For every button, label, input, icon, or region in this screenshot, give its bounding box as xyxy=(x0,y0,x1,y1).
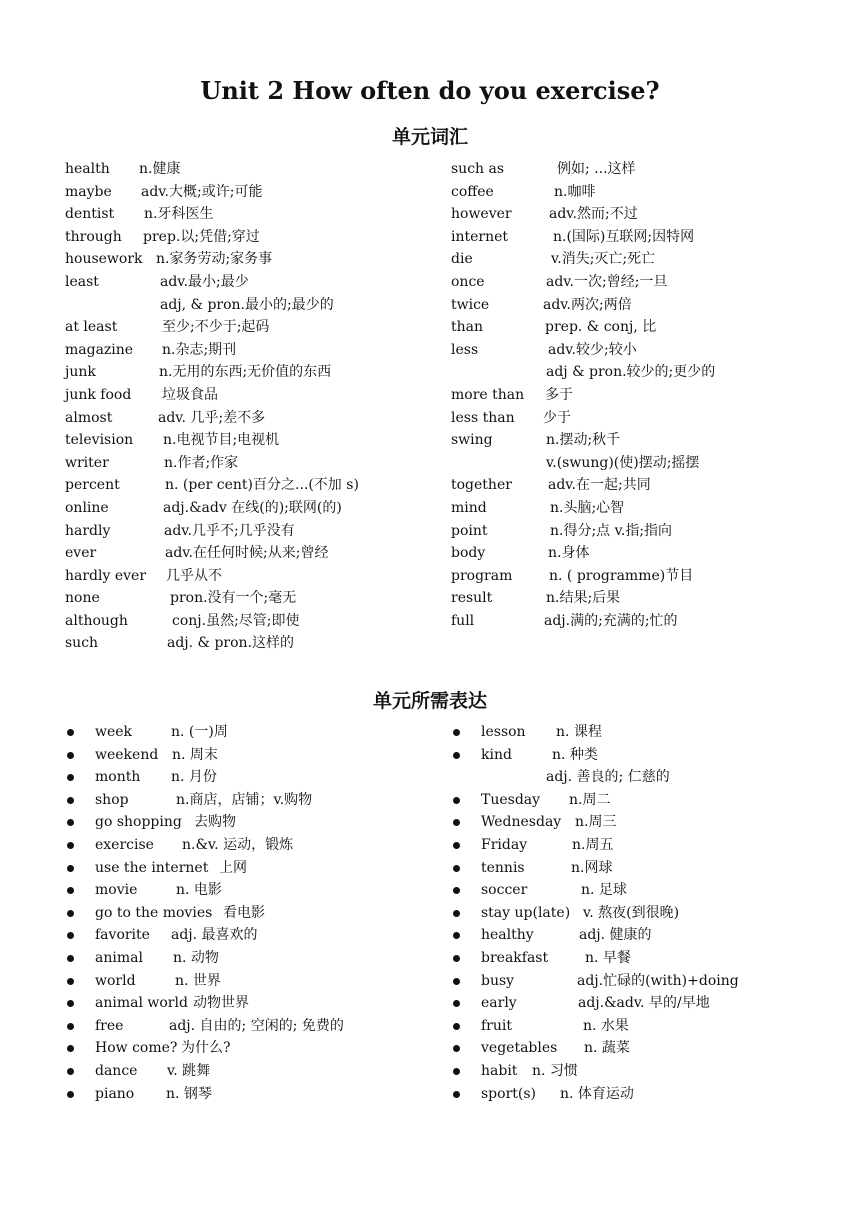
bullet-dot-icon xyxy=(67,887,74,894)
vocab-left-column xyxy=(65,158,445,655)
bullet-dot-icon xyxy=(453,1023,460,1030)
vocab-row: hardly adv.几乎不;几乎没有 xyxy=(65,522,295,539)
vocab-row: less than 少于 xyxy=(451,409,571,426)
bullet-dot-icon xyxy=(453,1091,460,1098)
vocab-row: adj, & pron.最小的;最少的 xyxy=(160,296,334,313)
bullet-dot-icon xyxy=(453,865,460,872)
list-item: go shopping 去购物 xyxy=(65,811,445,834)
vocab-row: v.(swung)(使)摆动;摇摆 xyxy=(546,454,700,471)
bullet-dot-icon xyxy=(67,932,74,939)
vocab-row: less adv.较少;较小 xyxy=(451,341,637,358)
list-item: dance v. 跳舞 xyxy=(65,1060,445,1083)
vocab-row: swing n.摆动;秋千 xyxy=(451,432,621,449)
list-item: animal n. 动物 xyxy=(65,947,445,970)
vocab-right-column xyxy=(451,158,831,632)
vocab-row: result n.结果;后果 xyxy=(451,590,621,607)
bullet-dot-icon xyxy=(67,774,74,781)
list-item: kind n. 种类 xyxy=(451,744,831,767)
bullet-dot-icon xyxy=(453,1068,460,1075)
list-item: movie n. 电影 xyxy=(65,879,445,902)
vocab-row: such as 例如; ...这样 xyxy=(451,161,636,177)
vocab-row: internet n.(国际)互联网;因特网 xyxy=(451,228,695,245)
expressions-left-column xyxy=(65,721,445,1105)
vocab-row: however adv.然而;不过 xyxy=(451,206,638,223)
bullet-dot-icon xyxy=(67,1068,74,1075)
vocab-row: than prep. & conj, 比 xyxy=(451,319,657,336)
list-item: use the internet 上网 xyxy=(65,857,445,880)
vocab-row: dentist n.牙科医生 xyxy=(65,206,214,223)
bullet-dot-icon xyxy=(67,865,74,872)
vocab-row: point n.得分;点 v.指;指向 xyxy=(451,522,673,539)
list-item: vegetables n. 蔬菜 xyxy=(451,1037,831,1060)
vocab-row: twice adv.两次;两倍 xyxy=(451,296,632,313)
list-item: lesson n. 课程 xyxy=(451,721,831,744)
bullet-dot-icon xyxy=(453,978,460,985)
bullet-dot-icon xyxy=(67,910,74,917)
bullet-dot-icon xyxy=(67,1045,74,1052)
vocab-row: full adj.满的;充满的;忙的 xyxy=(451,612,678,629)
list-item: Friday n.周五 xyxy=(451,834,831,857)
bullet-dot-icon xyxy=(67,842,74,849)
list-item: healthy adj. 健康的 xyxy=(451,924,831,947)
bullet-dot-icon xyxy=(67,819,74,826)
bullet-dot-icon xyxy=(67,729,74,736)
bullet-dot-icon xyxy=(67,1091,74,1098)
bullet-dot-icon xyxy=(453,1045,460,1052)
bullet-dot-icon xyxy=(67,1000,74,1007)
vocab-row: hardly ever 几乎从不 xyxy=(65,567,222,584)
vocab-row: more than 多于 xyxy=(451,386,573,403)
vocab-row: coffee n.咖啡 xyxy=(451,183,596,200)
vocab-row: least adv.最小;最少 xyxy=(65,273,249,290)
vocab-row: junk n.无用的东西;无价值的东西 xyxy=(65,364,332,381)
list-item: early adj.&adv. 早的/早地 xyxy=(451,992,831,1015)
bullet-dot-icon xyxy=(453,729,460,736)
bullet-dot-icon xyxy=(453,842,460,849)
vocab-row: writer n.作者;作家 xyxy=(65,454,239,471)
list-item: month n. 月份 xyxy=(65,766,445,789)
list-item: favorite adj. 最喜欢的 xyxy=(65,924,445,947)
vocab-row: through prep.以;凭借;穿过 xyxy=(65,228,260,245)
list-item: soccer n. 足球 xyxy=(451,879,831,902)
bullet-dot-icon xyxy=(453,955,460,962)
page-title: Unit 2 How often do you exercise? xyxy=(200,76,660,105)
list-item: breakfast n. 早餐 xyxy=(451,947,831,970)
vocabulary-heading: 单元词汇 xyxy=(391,126,468,148)
vocab-row: health n.健康 xyxy=(65,161,181,177)
vocab-row: once adv.一次;曾经;一旦 xyxy=(451,273,668,290)
bullet-dot-icon xyxy=(453,819,460,826)
expressions-right-column xyxy=(451,721,831,1105)
vocab-row: maybe adv.大概;或许;可能 xyxy=(65,183,263,200)
vocab-row: almost adv. 几乎;差不多 xyxy=(65,409,266,426)
bullet-dot-icon xyxy=(453,932,460,939)
list-item: fruit n. 水果 xyxy=(451,1015,831,1038)
list-item: tennis n.网球 xyxy=(451,857,831,880)
list-item: piano n. 钢琴 xyxy=(65,1083,445,1106)
list-item: busy adj.忙碌的(with)+doing xyxy=(451,970,831,993)
list-item: week n. (一)周 xyxy=(65,721,445,744)
list-item: habit n. 习惯 xyxy=(451,1060,831,1083)
vocab-row: online adj.&adv 在线(的);联网(的) xyxy=(65,499,342,516)
list-item: exercise n.&v. 运动，锻炼 xyxy=(65,834,445,857)
vocab-row: although conj.虽然;尽管;即使 xyxy=(65,612,300,629)
vocab-row: such adj. & pron.这样的 xyxy=(65,635,295,652)
vocab-row: television n.电视节目;电视机 xyxy=(65,432,280,449)
vocab-row: adj & pron.较少的;更少的 xyxy=(546,364,716,381)
list-item: free adj. 自由的; 空闲的; 免费的 xyxy=(65,1015,445,1038)
expressions-heading: 单元所需表达 xyxy=(372,690,487,712)
bullet-dot-icon xyxy=(67,978,74,985)
bullet-dot-icon xyxy=(67,752,74,759)
vocab-row: together adv.在一起;共同 xyxy=(451,477,651,494)
bullet-dot-icon xyxy=(453,797,460,804)
list-item: shop n.商店，店铺；v.购物 xyxy=(65,789,445,812)
vocab-row: at least 至少;不少于;起码 xyxy=(65,319,270,336)
bullet-dot-icon xyxy=(453,1000,460,1007)
vocab-row: magazine n.杂志;期刊 xyxy=(65,341,237,358)
list-item: stay up(late) v. 熬夜(到很晚) xyxy=(451,902,831,925)
list-item: Tuesday n.周二 xyxy=(451,789,831,812)
bullet-dot-icon xyxy=(453,910,460,917)
vocab-row: program n. ( programme)节目 xyxy=(451,567,694,584)
list-item: Wednesday n.周三 xyxy=(451,811,831,834)
vocab-row: none pron.没有一个;毫无 xyxy=(65,590,297,607)
bullet-dot-icon xyxy=(453,752,460,759)
vocab-row: percent n. (per cent)百分之...(不加 s) xyxy=(65,477,359,494)
list-item: weekend n. 周末 xyxy=(65,744,445,767)
list-item: go to the movies 看电影 xyxy=(65,902,445,925)
list-item: adj. 善良的; 仁慈的 xyxy=(546,769,670,786)
list-item: animal world 动物世界 xyxy=(65,992,445,1015)
vocab-row: die v.消失;灭亡;死亡 xyxy=(451,251,656,268)
vocab-row: mind n.头脑;心智 xyxy=(451,499,625,516)
bullet-dot-icon xyxy=(67,797,74,804)
bullet-dot-icon xyxy=(67,955,74,962)
list-item: world n. 世界 xyxy=(65,970,445,993)
bullet-dot-icon xyxy=(67,1023,74,1030)
list-item: How come? 为什么? xyxy=(65,1037,445,1060)
vocab-row: ever adv.在任何时候;从来;曾经 xyxy=(65,545,329,562)
vocab-row: housework n.家务劳动;家务事 xyxy=(65,251,273,268)
vocab-row: body n.身体 xyxy=(451,545,590,562)
bullet-dot-icon xyxy=(453,887,460,894)
vocab-row: junk food 垃圾食品 xyxy=(65,386,218,403)
list-item: sport(s) n. 体育运动 xyxy=(451,1083,831,1106)
